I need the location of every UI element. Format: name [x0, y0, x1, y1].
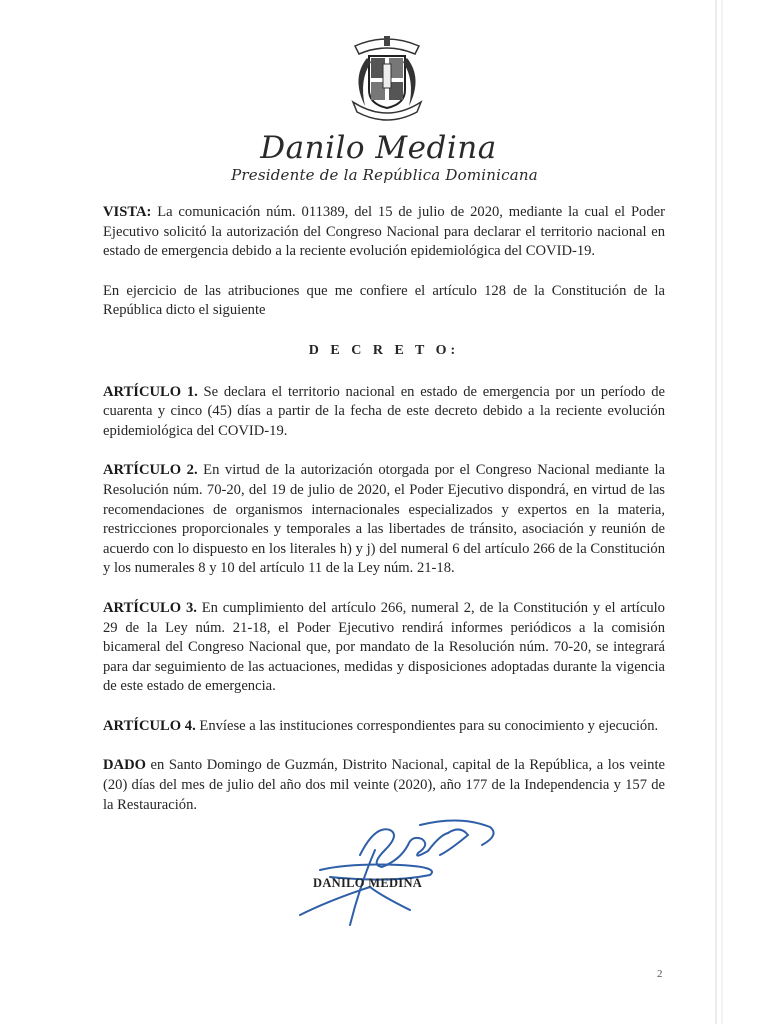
article-text: Envíese a las instituciones correspondientes para su conocimiento y ejecución.	[195, 717, 659, 734]
article-text: En virtud de la autorización otorgada por el Congreso Nacional mediante la Resolución núm. 70-20, del 19 de julio de 2020, el Poder Ejecutivo dispondrá, en virtud de las recomendaciones de organismos internacionales especializados y expertos en la materia, restricciones proporcionales y temporales a las libertades de tránsito, asociación y reunión de acuerdo con lo dispuesto en los literales h) y j) del numeral 6 del artículo 266 de la Constitución y los numerales 8 y 10 del artículo 11 de la Ley núm. 21-18.	[103, 462, 665, 577]
letterhead	[0, 28, 773, 184]
decree-body	[103, 203, 665, 835]
article-text: En cumplimiento del artículo 266, numeral 2, de la Constitución y el artículo 29 de la Ley núm. 21-18, el Poder Ejecutivo rendirá informes periódicos a la comisión bicameral del Congreso Nacional que, por mandato de la Resolución núm. 70-20, se integrará para dar seguimiento de las actuaciones, medidas y disposiciones adoptadas durante la vigencia de este estado de emergencia.	[103, 599, 665, 695]
article-label: ARTÍCULO 2.	[103, 462, 198, 479]
article-4	[103, 717, 665, 737]
president-name: Danilo Medina	[260, 130, 497, 166]
article-3	[103, 599, 665, 697]
signer-name: DANILO MEDINA	[313, 876, 423, 890]
decreto-heading: D E C R E T O:	[308, 342, 460, 358]
vista-label: VISTA:	[103, 204, 152, 220]
vista-paragraph	[103, 203, 665, 262]
president-title: Presidente de la República Dominicana	[231, 166, 538, 184]
ejercicio-paragraph: En ejercicio de las atribuciones que me confiere el artículo 128 de la Constitución de la República dicto el siguiente	[103, 282, 665, 319]
article-1	[103, 383, 665, 442]
article-label: ARTÍCULO 4.	[103, 717, 196, 734]
article-label: ARTÍCULO 3.	[103, 599, 197, 616]
dado-text: en Santo Domingo de Guzmán, Distrito Nacional, capital de la República, a los veinte (20) días del mes de julio del año dos mil veinte (2020), año 177 de la Independencia y 157 de la Restauración.	[103, 757, 665, 813]
article-2	[103, 461, 665, 579]
handwritten-signature-icon	[290, 805, 530, 930]
vista-text: La comunicación núm. 011389, del 15 de julio de 2020, mediante la cual el Poder Ejecutivo solicitó la autorización del Congreso Nacional para declarar el territorio nacional en estado de emergencia debido a la reciente evolución epidemiológica del COVID-19.	[103, 204, 665, 260]
dado-label: DADO	[103, 757, 146, 774]
page-number: 2	[657, 968, 663, 980]
article-text: Se declara el territorio nacional en estado de emergencia por un período de cuarenta y cinco (45) días a partir de la fecha de este decreto debido a la reciente evolución epidemiológica del COVID-19.	[103, 383, 665, 439]
coat-of-arms-icon	[345, 28, 429, 128]
article-label: ARTÍCULO 1.	[103, 383, 198, 400]
